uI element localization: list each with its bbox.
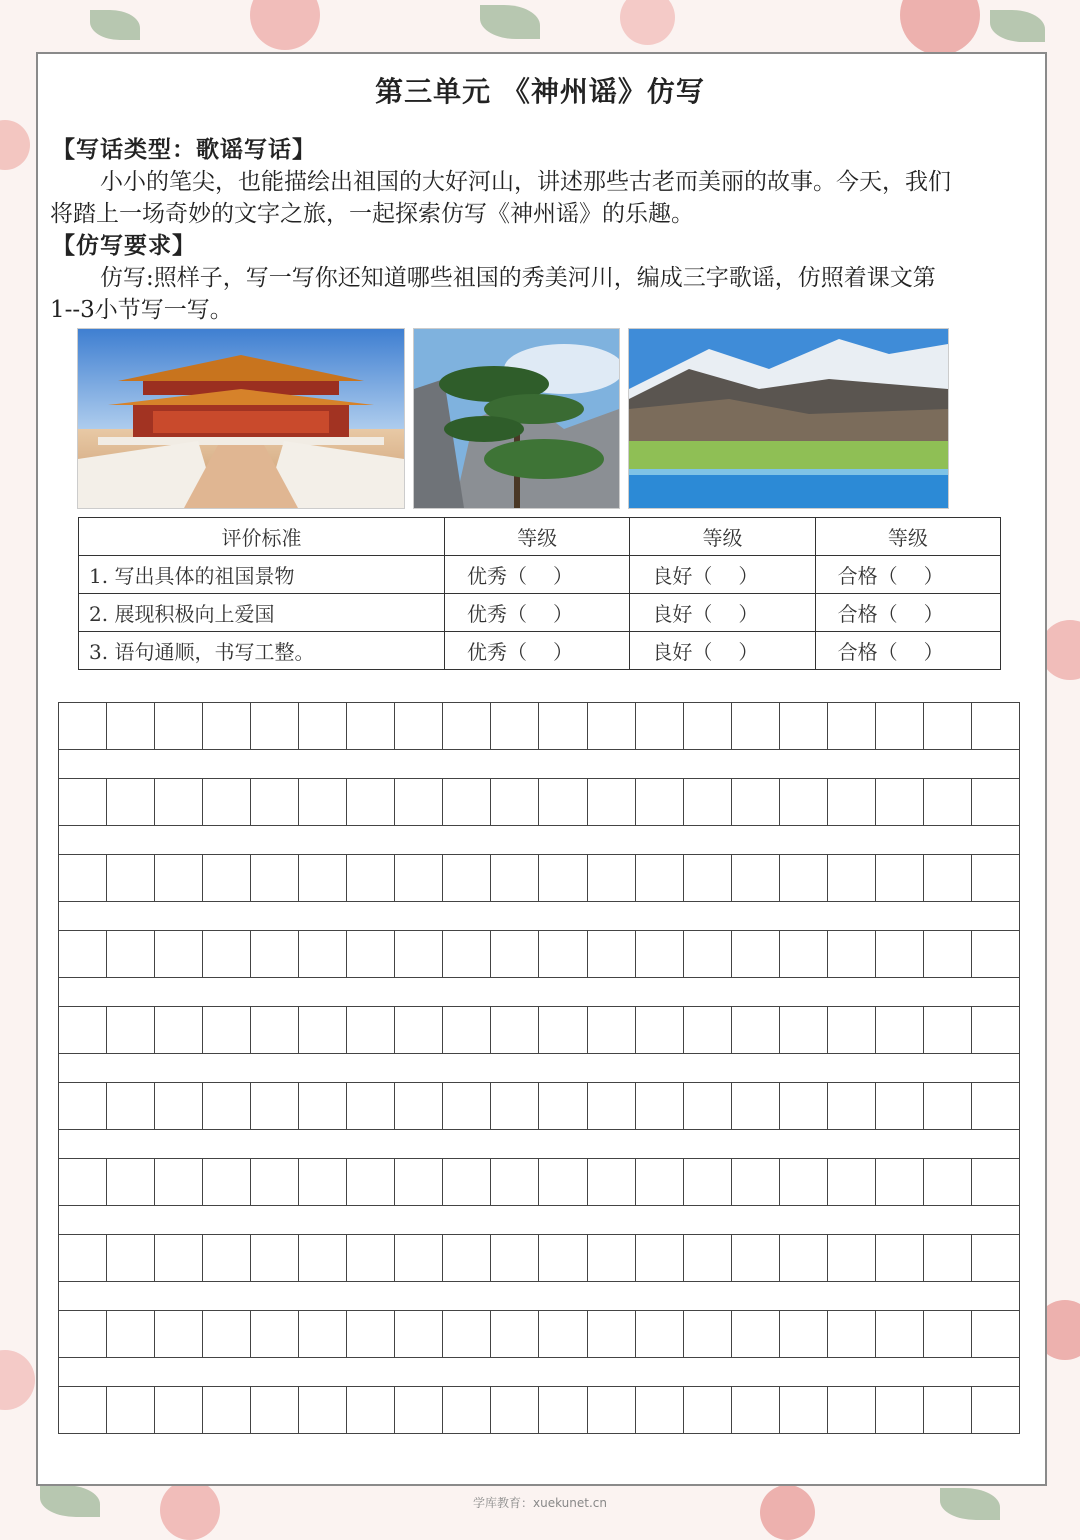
grid-cell[interactable] [684, 855, 732, 901]
writing-type-heading: 【写话类型：歌谣写话】 [52, 136, 316, 163]
grid-cell[interactable] [299, 1159, 347, 1205]
grid-cell[interactable] [924, 703, 972, 749]
header-criteria: 评价标准 [79, 518, 445, 556]
grid-cell[interactable] [203, 855, 251, 901]
header-grade: 等级 [630, 518, 815, 556]
intro-paragraph-line-2: 将踏上一场奇妙的文字之旅，一起探索仿写《神州谣》的乐趣。 [50, 201, 694, 227]
grid-row[interactable] [58, 854, 1020, 902]
grid-cell[interactable] [780, 931, 828, 977]
grid-cell[interactable] [203, 931, 251, 977]
grid-cell[interactable] [924, 931, 972, 977]
grid-cell[interactable] [395, 931, 443, 977]
grid-row[interactable] [58, 1082, 1020, 1130]
grid-cell[interactable] [203, 1007, 251, 1053]
grid-cell[interactable] [299, 1235, 347, 1281]
grid-cell[interactable] [588, 1159, 636, 1205]
grid-cell[interactable] [59, 1083, 107, 1129]
grade-good-cell[interactable]: 良好（ ） [630, 632, 815, 670]
grid-cell[interactable] [59, 931, 107, 977]
grid-row-gap [58, 826, 1020, 854]
grid-cell[interactable] [347, 1235, 395, 1281]
grid-cell[interactable] [732, 931, 780, 977]
grid-cell[interactable] [347, 931, 395, 977]
grade-excellent-cell[interactable]: 优秀（ ） [445, 594, 630, 632]
grid-cell[interactable] [972, 931, 1019, 977]
grid-cell[interactable] [684, 1007, 732, 1053]
grid-cell[interactable] [347, 1083, 395, 1129]
grid-cell[interactable] [539, 1235, 587, 1281]
grid-cell[interactable] [636, 931, 684, 977]
grid-cell[interactable] [347, 1007, 395, 1053]
grid-cell[interactable] [972, 1083, 1019, 1129]
grid-cell[interactable] [395, 703, 443, 749]
grid-row-gap [58, 1130, 1020, 1158]
grid-row[interactable] [58, 1006, 1020, 1054]
grid-cell[interactable] [876, 1235, 924, 1281]
grid-row-gap [58, 1358, 1020, 1386]
grid-cell[interactable] [491, 1007, 539, 1053]
grid-cell[interactable] [828, 779, 876, 825]
grid-cell[interactable] [491, 1159, 539, 1205]
grid-cell[interactable] [443, 1159, 491, 1205]
grid-cell[interactable] [347, 1311, 395, 1357]
requirement-heading: 【仿写要求】 [52, 232, 196, 259]
grid-cell[interactable] [107, 1235, 155, 1281]
grid-cell[interactable] [828, 1083, 876, 1129]
grid-cell[interactable] [636, 1007, 684, 1053]
grid-cell[interactable] [347, 1159, 395, 1205]
grid-cell[interactable] [539, 1083, 587, 1129]
grid-cell[interactable] [251, 1235, 299, 1281]
grid-cell[interactable] [732, 1083, 780, 1129]
table-row [79, 556, 1001, 594]
grid-cell[interactable] [203, 1387, 251, 1433]
grid-row[interactable] [58, 1234, 1020, 1282]
grid-cell[interactable] [347, 703, 395, 749]
grade-excellent-cell[interactable]: 优秀（ ） [445, 632, 630, 670]
grid-cell[interactable] [539, 1311, 587, 1357]
grid-cell[interactable] [395, 1235, 443, 1281]
grid-cell[interactable] [972, 855, 1019, 901]
grid-row-gap [58, 1282, 1020, 1310]
grid-cell[interactable] [636, 1311, 684, 1357]
grid-cell[interactable] [924, 1083, 972, 1129]
grid-cell[interactable] [155, 1235, 203, 1281]
pine-mountain-photo [413, 328, 620, 509]
writing-grid[interactable] [58, 702, 1020, 1434]
grid-cell[interactable] [924, 1007, 972, 1053]
grid-cell[interactable] [299, 855, 347, 901]
grid-cell[interactable] [443, 855, 491, 901]
grid-cell[interactable] [443, 931, 491, 977]
grid-cell[interactable] [59, 1311, 107, 1357]
grid-cell[interactable] [491, 931, 539, 977]
grid-cell[interactable] [684, 1387, 732, 1433]
grade-pass-cell[interactable]: 合格（ ） [815, 556, 1000, 594]
grid-cell[interactable] [203, 703, 251, 749]
grid-cell[interactable] [828, 1159, 876, 1205]
grid-cell[interactable] [684, 779, 732, 825]
grid-cell[interactable] [395, 1083, 443, 1129]
grid-cell[interactable] [59, 1235, 107, 1281]
grid-cell[interactable] [395, 779, 443, 825]
grid-cell[interactable] [299, 1007, 347, 1053]
grid-cell[interactable] [780, 1083, 828, 1129]
grid-cell[interactable] [491, 1235, 539, 1281]
grid-cell[interactable] [107, 1387, 155, 1433]
grid-cell[interactable] [155, 1007, 203, 1053]
grid-cell[interactable] [684, 1159, 732, 1205]
grid-cell[interactable] [924, 1159, 972, 1205]
grid-cell[interactable] [155, 703, 203, 749]
grid-cell[interactable] [251, 1159, 299, 1205]
grid-cell[interactable] [107, 779, 155, 825]
grid-cell[interactable] [299, 703, 347, 749]
grid-cell[interactable] [684, 1311, 732, 1357]
grid-cell[interactable] [828, 931, 876, 977]
grid-cell[interactable] [251, 1311, 299, 1357]
grid-cell[interactable] [491, 1387, 539, 1433]
footer-watermark: 学库教育：xuekunet.cn [473, 1496, 607, 1510]
grid-cell[interactable] [299, 1083, 347, 1129]
grid-cell[interactable] [155, 779, 203, 825]
grid-row-gap [58, 750, 1020, 778]
grid-cell[interactable] [972, 1311, 1019, 1357]
grade-good-cell[interactable]: 良好（ ） [630, 594, 815, 632]
grid-cell[interactable] [924, 1235, 972, 1281]
grid-cell[interactable] [539, 1387, 587, 1433]
grid-cell[interactable] [203, 1311, 251, 1357]
grid-row[interactable] [58, 1310, 1020, 1358]
grid-row[interactable] [58, 778, 1020, 826]
grid-cell[interactable] [155, 931, 203, 977]
grid-cell[interactable] [251, 855, 299, 901]
grid-cell[interactable] [299, 1311, 347, 1357]
grid-cell[interactable] [828, 1311, 876, 1357]
grid-cell[interactable] [395, 1311, 443, 1357]
intro-paragraph-line-1: 小小的笔尖，也能描绘出祖国的大好河山，讲述那些古老而美丽的故事。今天，我们 [100, 169, 951, 195]
grid-cell[interactable] [59, 1159, 107, 1205]
grid-cell[interactable] [443, 1235, 491, 1281]
grid-cell[interactable] [828, 1387, 876, 1433]
grid-cell[interactable] [972, 1235, 1019, 1281]
grid-cell[interactable] [59, 855, 107, 901]
grid-cell[interactable] [107, 703, 155, 749]
grid-cell[interactable] [780, 1159, 828, 1205]
grid-row[interactable] [58, 930, 1020, 978]
grid-cell[interactable] [443, 703, 491, 749]
grid-cell[interactable] [155, 1159, 203, 1205]
grid-cell[interactable] [588, 1083, 636, 1129]
grid-cell[interactable] [251, 779, 299, 825]
page-title: 第三单元 《神州谣》仿写 [375, 75, 705, 108]
grid-cell[interactable] [203, 1235, 251, 1281]
grid-cell[interactable] [876, 1007, 924, 1053]
grid-cell[interactable] [395, 855, 443, 901]
grid-cell[interactable] [395, 1387, 443, 1433]
grid-cell[interactable] [299, 779, 347, 825]
grid-cell[interactable] [203, 1159, 251, 1205]
grid-cell[interactable] [732, 855, 780, 901]
plateau-lake-photo [628, 328, 949, 509]
header-grade: 等级 [815, 518, 1000, 556]
grid-cell[interactable] [684, 703, 732, 749]
grid-cell[interactable] [443, 1083, 491, 1129]
requirement-line-1: 仿写:照样子，写一写你还知道哪些祖国的秀美河川，编成三字歌谣，仿照着课文第 [100, 265, 936, 291]
palace-photo [77, 328, 405, 509]
grid-cell[interactable] [539, 779, 587, 825]
grid-cell[interactable] [59, 779, 107, 825]
grade-good-cell[interactable]: 良好（ ） [630, 556, 815, 594]
grid-cell[interactable] [539, 931, 587, 977]
grid-cell[interactable] [924, 855, 972, 901]
grid-cell[interactable] [828, 855, 876, 901]
grid-cell[interactable] [107, 1159, 155, 1205]
criteria-cell: 1. 写出具体的祖国景物 [79, 556, 445, 594]
grid-cell[interactable] [107, 1311, 155, 1357]
grid-row-gap [58, 1054, 1020, 1082]
grid-cell[interactable] [780, 1235, 828, 1281]
grid-cell[interactable] [539, 1007, 587, 1053]
table-row [79, 594, 1001, 632]
criteria-cell: 2. 展现积极向上爱国 [79, 594, 445, 632]
grid-cell[interactable] [491, 703, 539, 749]
grid-cell[interactable] [732, 1235, 780, 1281]
evaluation-table [78, 517, 1001, 670]
grid-cell[interactable] [251, 703, 299, 749]
grid-cell[interactable] [588, 1311, 636, 1357]
grid-cell[interactable] [491, 855, 539, 901]
grid-cell[interactable] [155, 1387, 203, 1433]
criteria-cell: 3. 语句通顺，书写工整。 [79, 632, 445, 670]
grid-cell[interactable] [443, 1311, 491, 1357]
grid-row[interactable] [58, 1158, 1020, 1206]
header-grade: 等级 [445, 518, 630, 556]
grid-cell[interactable] [59, 703, 107, 749]
grid-cell[interactable] [203, 1083, 251, 1129]
grid-cell[interactable] [636, 1387, 684, 1433]
grid-cell[interactable] [539, 1159, 587, 1205]
grid-cell[interactable] [203, 779, 251, 825]
grid-cell[interactable] [876, 1311, 924, 1357]
grid-cell[interactable] [636, 855, 684, 901]
grid-cell[interactable] [251, 1007, 299, 1053]
grid-cell[interactable] [876, 779, 924, 825]
grid-cell[interactable] [588, 1007, 636, 1053]
grid-cell[interactable] [491, 779, 539, 825]
grid-cell[interactable] [347, 779, 395, 825]
grid-cell[interactable] [732, 1159, 780, 1205]
grid-cell[interactable] [59, 1007, 107, 1053]
grid-cell[interactable] [299, 931, 347, 977]
grid-cell[interactable] [924, 779, 972, 825]
grid-row-gap [58, 1206, 1020, 1234]
grid-cell[interactable] [636, 1083, 684, 1129]
grid-cell[interactable] [876, 1159, 924, 1205]
grid-cell[interactable] [443, 1007, 491, 1053]
grid-cell[interactable] [491, 1311, 539, 1357]
grid-cell[interactable] [828, 1007, 876, 1053]
grid-cell[interactable] [732, 779, 780, 825]
grid-cell[interactable] [251, 1387, 299, 1433]
grid-cell[interactable] [780, 779, 828, 825]
grid-cell[interactable] [588, 1235, 636, 1281]
grid-cell[interactable] [107, 855, 155, 901]
grid-cell[interactable] [684, 1083, 732, 1129]
grid-row[interactable] [58, 1386, 1020, 1434]
grid-cell[interactable] [732, 1007, 780, 1053]
grid-cell[interactable] [732, 1387, 780, 1433]
grid-cell[interactable] [780, 1387, 828, 1433]
grid-cell[interactable] [972, 1159, 1019, 1205]
grid-cell[interactable] [107, 1083, 155, 1129]
grid-cell[interactable] [155, 1311, 203, 1357]
grid-cell[interactable] [972, 779, 1019, 825]
grid-cell[interactable] [443, 1387, 491, 1433]
grid-cell[interactable] [491, 1083, 539, 1129]
grid-cell[interactable] [972, 1007, 1019, 1053]
grid-cell[interactable] [684, 931, 732, 977]
grid-cell[interactable] [732, 1311, 780, 1357]
grid-row-gap [58, 978, 1020, 1006]
grade-pass-cell[interactable]: 合格（ ） [815, 594, 1000, 632]
grid-cell[interactable] [347, 855, 395, 901]
grid-cell[interactable] [107, 1007, 155, 1053]
grid-cell[interactable] [876, 703, 924, 749]
grid-cell[interactable] [636, 1235, 684, 1281]
grid-cell[interactable] [588, 855, 636, 901]
grid-cell[interactable] [107, 931, 155, 977]
grid-cell[interactable] [924, 1387, 972, 1433]
grid-cell[interactable] [155, 1083, 203, 1129]
grid-cell[interactable] [876, 931, 924, 977]
grid-cell[interactable] [828, 703, 876, 749]
grid-cell[interactable] [395, 1159, 443, 1205]
grid-cell[interactable] [828, 1235, 876, 1281]
grid-cell[interactable] [539, 703, 587, 749]
grid-cell[interactable] [876, 1083, 924, 1129]
grid-cell[interactable] [59, 1387, 107, 1433]
table-header-row [79, 518, 1001, 556]
grid-cell[interactable] [972, 1387, 1019, 1433]
grid-cell[interactable] [876, 855, 924, 901]
grid-cell[interactable] [443, 779, 491, 825]
grid-cell[interactable] [636, 1159, 684, 1205]
grid-cell[interactable] [636, 779, 684, 825]
grid-cell[interactable] [636, 703, 684, 749]
grid-cell[interactable] [780, 1007, 828, 1053]
grid-cell[interactable] [588, 779, 636, 825]
grid-cell[interactable] [299, 1387, 347, 1433]
requirement-line-2: 1--3小节写一写。 [50, 297, 233, 323]
grid-cell[interactable] [251, 1083, 299, 1129]
grid-cell[interactable] [972, 703, 1019, 749]
grid-cell[interactable] [780, 703, 828, 749]
grid-cell[interactable] [876, 1387, 924, 1433]
grid-cell[interactable] [924, 1311, 972, 1357]
grid-cell[interactable] [155, 855, 203, 901]
grid-cell[interactable] [539, 855, 587, 901]
grid-row-gap [58, 902, 1020, 930]
grid-row[interactable] [58, 702, 1020, 750]
grid-cell[interactable] [251, 931, 299, 977]
grid-cell[interactable] [588, 931, 636, 977]
grid-cell[interactable] [588, 1387, 636, 1433]
grid-cell[interactable] [732, 703, 780, 749]
grid-cell[interactable] [780, 855, 828, 901]
grid-cell[interactable] [684, 1235, 732, 1281]
grade-pass-cell[interactable]: 合格（ ） [815, 632, 1000, 670]
grid-cell[interactable] [588, 703, 636, 749]
grid-cell[interactable] [395, 1007, 443, 1053]
grid-cell[interactable] [780, 1311, 828, 1357]
grid-cell[interactable] [347, 1387, 395, 1433]
table-row [79, 632, 1001, 670]
grade-excellent-cell[interactable]: 优秀（ ） [445, 556, 630, 594]
